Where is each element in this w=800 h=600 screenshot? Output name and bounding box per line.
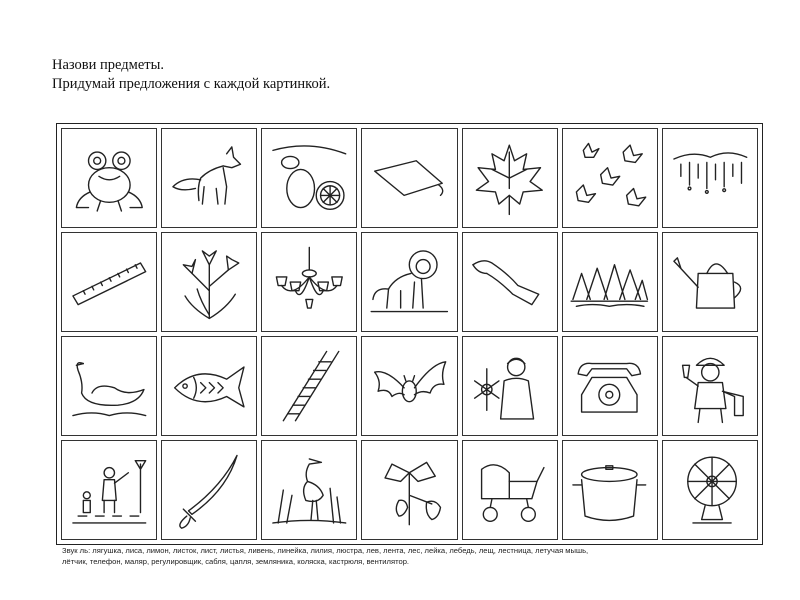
picture-cell	[161, 336, 257, 436]
instructions	[52, 56, 330, 94]
picture-cell	[61, 128, 157, 228]
forest-icon	[566, 237, 653, 327]
bream-fish-icon	[166, 341, 253, 431]
picture-cell	[562, 232, 658, 332]
picture-cell	[161, 128, 257, 228]
picture-cell	[462, 128, 558, 228]
heron-icon	[266, 445, 353, 535]
telephone-icon	[566, 341, 653, 431]
instruction-line-2: Придумай предложения с каждой картинкой.	[52, 76, 331, 92]
picture-cell	[161, 440, 257, 540]
picture-cell	[662, 336, 758, 436]
chandelier-icon	[266, 237, 353, 327]
picture-cell	[662, 440, 758, 540]
picture-cell	[361, 232, 457, 332]
picture-cell	[261, 128, 357, 228]
picture-cell	[61, 440, 157, 540]
picture-cell	[562, 128, 658, 228]
maple-leaf-icon	[466, 133, 553, 223]
picture-cell	[562, 336, 658, 436]
picture-cell	[462, 336, 558, 436]
picture-cell	[361, 336, 457, 436]
paper-sheet-icon	[366, 133, 453, 223]
strawberry-icon	[366, 445, 453, 535]
swan-icon	[66, 341, 153, 431]
picture-cell	[261, 440, 357, 540]
caption-line-1: Звук ль: лягушка, лиса, лимон, листок, лист, листья, ливень, линейка, лилия, люстра, лев, лента, лес, лейка, лебедь, лещ, лестница, летучая мышь,	[62, 546, 589, 555]
bat-icon	[366, 341, 453, 431]
picture-cell	[662, 128, 758, 228]
picture-cell	[662, 232, 758, 332]
falling-leaves-icon	[566, 133, 653, 223]
watering-can-icon	[667, 237, 754, 327]
picture-cell	[261, 232, 357, 332]
lion-icon	[366, 237, 453, 327]
picture-cell	[261, 336, 357, 436]
saucepan-icon	[566, 445, 653, 535]
fox-icon	[166, 133, 253, 223]
picture-cell	[61, 336, 157, 436]
ladder-icon	[266, 341, 353, 431]
caption-line-2: лётчик, телефон, маляр, регулировщик, сабля, цапля, земляника, коляска, кастрюля, вентилятор.	[62, 556, 410, 566]
lily-icon	[166, 237, 253, 327]
picture-cell	[462, 440, 558, 540]
traffic-controller-icon	[66, 445, 153, 535]
picture-grid	[56, 123, 763, 545]
frog-icon	[66, 133, 153, 223]
painter-icon	[667, 341, 754, 431]
word-list-caption	[62, 546, 762, 567]
pilot-icon	[466, 341, 553, 431]
picture-cell	[61, 232, 157, 332]
ribbon-icon	[466, 237, 553, 327]
stroller-icon	[466, 445, 553, 535]
picture-cell	[562, 440, 658, 540]
picture-cell	[161, 232, 257, 332]
picture-cell	[361, 128, 457, 228]
ruler-icon	[66, 237, 153, 327]
lemon-icon	[266, 133, 353, 223]
picture-cell	[462, 232, 558, 332]
instruction-line-1: Назови предметы.	[52, 57, 164, 73]
rain-shower-icon	[667, 133, 754, 223]
picture-cell	[361, 440, 457, 540]
fan-icon	[667, 445, 754, 535]
saber-icon	[166, 445, 253, 535]
